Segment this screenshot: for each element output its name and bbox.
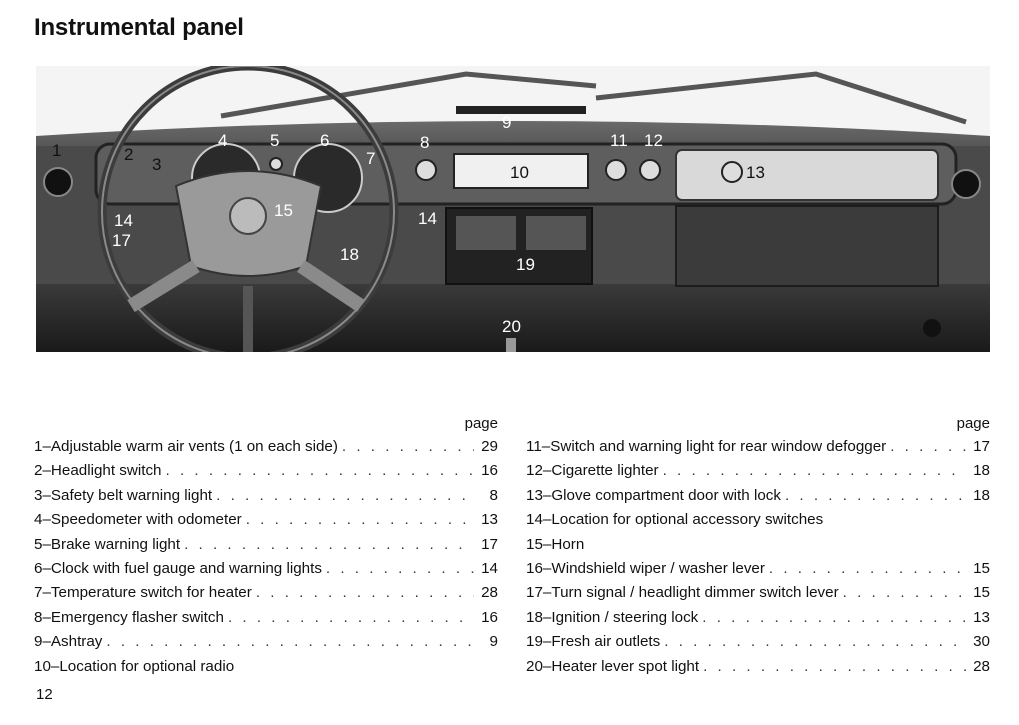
page-column-header: page — [464, 415, 498, 432]
callout-11: 11 — [610, 131, 628, 150]
legend-item-dash: – — [42, 486, 51, 504]
legend-item — [526, 459, 990, 483]
legend-item-page: 15 — [973, 559, 990, 577]
dashboard-photo — [36, 66, 990, 352]
legend-item-label: Emergency flasher switch — [50, 608, 224, 626]
leader-dots — [166, 459, 475, 483]
legend-list-left — [34, 435, 498, 679]
legend-item — [34, 508, 498, 532]
legend-item-label: Safety belt warning light — [50, 486, 213, 504]
callout-12: 12 — [644, 131, 663, 150]
legend-item-number: 8 — [34, 608, 43, 626]
legend-item-label: Adjustable warm air vents (1 on each side) — [50, 438, 338, 455]
leader-dots — [216, 484, 474, 508]
legend-item-page: 16 — [481, 608, 498, 626]
legend-item-label: Glove compartment door with lock — [551, 486, 781, 504]
legend-item — [34, 484, 498, 508]
legend-item-page: 18 — [973, 462, 990, 480]
legend-item-label: Speedometer with odometer — [50, 511, 242, 529]
leader-dots — [890, 435, 966, 459]
leader-dots — [702, 606, 966, 630]
page-title: Instrumental panel — [34, 14, 244, 41]
legend-item-dash: – — [42, 535, 51, 553]
legend-item-page: 18 — [973, 486, 990, 504]
legend-item-dash: – — [42, 462, 51, 480]
legend-item-label: Location for optional accessory switches — [551, 511, 824, 529]
legend-item-number: 1 — [34, 438, 43, 455]
legend-item — [34, 581, 498, 605]
legend-item-label: Switch and warning light for rear window defogger — [550, 438, 887, 455]
legend-item-number: 5 — [34, 535, 43, 553]
legend-item-dash: – — [542, 633, 552, 651]
legend-item-number: 15 — [526, 535, 543, 553]
legend-item — [526, 630, 990, 654]
legend-item-page: 17 — [481, 535, 498, 553]
leader-dots — [256, 581, 474, 605]
callout-2: 2 — [124, 145, 134, 164]
legend-item — [34, 459, 498, 483]
legend-item-number: 17 — [526, 584, 543, 602]
legend-item-page: 16 — [481, 462, 498, 480]
legend-item-label: Horn — [551, 535, 585, 553]
legend-item-page: 29 — [481, 438, 498, 455]
legend-item-label: Temperature switch for heater — [50, 584, 252, 602]
legend-item-page: 13 — [973, 608, 990, 626]
callout-6: 6 — [320, 131, 330, 150]
legend-item-label: Ignition / steering lock — [551, 608, 699, 626]
legend-item-label: Turn signal / headlight dimmer switch lever — [551, 584, 839, 602]
legend-item-dash: – — [42, 584, 51, 602]
legend-item-number: 18 — [526, 608, 543, 626]
leader-dots — [664, 630, 966, 654]
leader-dots — [785, 484, 966, 508]
leader-dots — [703, 655, 966, 679]
legend-item-number: 20 — [526, 657, 543, 675]
legend-item-number: 6 — [34, 559, 43, 577]
legend-item-page: 30 — [973, 633, 990, 651]
left-vent-icon — [44, 168, 72, 196]
callout-17: 17 — [112, 231, 131, 250]
legend-item-dash: – — [542, 535, 552, 553]
legend-item-number: 12 — [526, 462, 543, 480]
callout-19: 19 — [516, 255, 535, 274]
callout-7: 7 — [366, 149, 376, 168]
callout-1: 1 — [52, 141, 62, 160]
legend-right-column — [526, 413, 990, 679]
legend-item — [34, 655, 498, 679]
legend-item — [34, 606, 498, 630]
legend-item-page: 8 — [489, 486, 498, 504]
legend-item-label: Windshield wiper / washer lever — [551, 559, 765, 577]
legend-item-number: 19 — [526, 633, 543, 651]
legend-item-page: 14 — [481, 559, 498, 577]
legend-item — [526, 581, 990, 605]
page-column-header: page — [956, 415, 990, 432]
legend-item — [526, 655, 990, 679]
glove-box — [676, 206, 938, 286]
legend-item-number: 11 — [526, 438, 542, 455]
legend-item-label: Ashtray — [50, 633, 103, 651]
callout-15: 15 — [274, 201, 293, 220]
callout-14-right: 14 — [418, 209, 437, 228]
callout-3: 3 — [152, 155, 162, 174]
legend-item-dash: – — [541, 438, 551, 455]
legend-item — [34, 533, 498, 557]
dashboard-illustration — [36, 66, 990, 352]
legend-list-right — [526, 435, 990, 679]
legend-item-dash: – — [42, 438, 51, 455]
legend-item — [526, 557, 990, 581]
legend-item — [526, 606, 990, 630]
legend-item-number: 10 — [34, 657, 51, 675]
leader-dots — [326, 557, 474, 581]
legend-item-number: 7 — [34, 584, 43, 602]
legend-item — [526, 508, 990, 532]
legend-item-page: 15 — [973, 584, 990, 602]
legend-item-dash: – — [542, 462, 552, 480]
leader-dots — [769, 557, 966, 581]
legend-item-label: Cigarette lighter — [551, 462, 659, 480]
legend-item-number: 9 — [34, 633, 43, 651]
legend-item-dash: – — [542, 584, 552, 602]
legend-item — [34, 630, 498, 654]
legend-item-number: 14 — [526, 511, 543, 529]
leader-dots — [228, 606, 474, 630]
legend-item-dash: – — [42, 633, 51, 651]
legend-item-page: 28 — [481, 584, 498, 602]
legend-item-dash: – — [542, 657, 552, 675]
leader-dots — [342, 435, 474, 459]
callout-18: 18 — [340, 245, 359, 264]
legend-item-dash: – — [542, 559, 552, 577]
right-vent-icon — [952, 170, 980, 198]
legend-item-page: 13 — [481, 511, 498, 529]
legend-item-number: 3 — [34, 486, 43, 504]
callout-9: 9 — [502, 113, 512, 132]
legend-item-label: Brake warning light — [50, 535, 181, 553]
legend-item — [526, 533, 990, 557]
legend-item-number: 16 — [526, 559, 543, 577]
legend-item-dash: – — [42, 511, 51, 529]
legend-item-page: 28 — [973, 657, 990, 675]
legend-item-dash: – — [42, 559, 51, 577]
callout-5: 5 — [270, 131, 280, 150]
callout-14-left: 14 — [114, 211, 133, 230]
legend-item — [526, 484, 990, 508]
legend-item-label: Location for optional radio — [59, 657, 235, 675]
legend-item — [526, 435, 990, 459]
leader-dots — [663, 459, 966, 483]
legend-item-dash: – — [542, 511, 552, 529]
callout-13: 13 — [746, 163, 765, 182]
legend-item-dash: – — [542, 486, 552, 504]
legend-item-label: Fresh air outlets — [551, 633, 661, 651]
legend-item-label: Clock with fuel gauge and warning lights — [50, 559, 322, 577]
legend-item-number: 13 — [526, 486, 543, 504]
leader-dots — [106, 630, 474, 654]
legend-item-dash: – — [42, 608, 51, 626]
leader-dots — [184, 533, 474, 557]
page-number: 12 — [36, 686, 53, 703]
leader-dots — [843, 581, 966, 605]
legend-item-page: 9 — [489, 633, 498, 651]
ashtray-icon — [456, 106, 586, 114]
legend-item — [34, 435, 498, 459]
leader-dots — [246, 508, 474, 532]
legend-item — [34, 557, 498, 581]
legend-item-label: Headlight switch — [50, 462, 162, 480]
legend-item-page: 17 — [973, 438, 990, 455]
callout-8: 8 — [420, 133, 430, 152]
legend-item-label: Heater lever spot light — [551, 657, 700, 675]
legend-item-dash: – — [542, 608, 552, 626]
callout-10: 10 — [510, 163, 529, 182]
callout-4: 4 — [218, 131, 228, 150]
legend-item-dash: – — [50, 657, 60, 675]
legend-item-number: 2 — [34, 462, 43, 480]
callout-20: 20 — [502, 317, 521, 336]
legend-item-number: 4 — [34, 511, 43, 529]
legend-left-column — [34, 413, 498, 679]
